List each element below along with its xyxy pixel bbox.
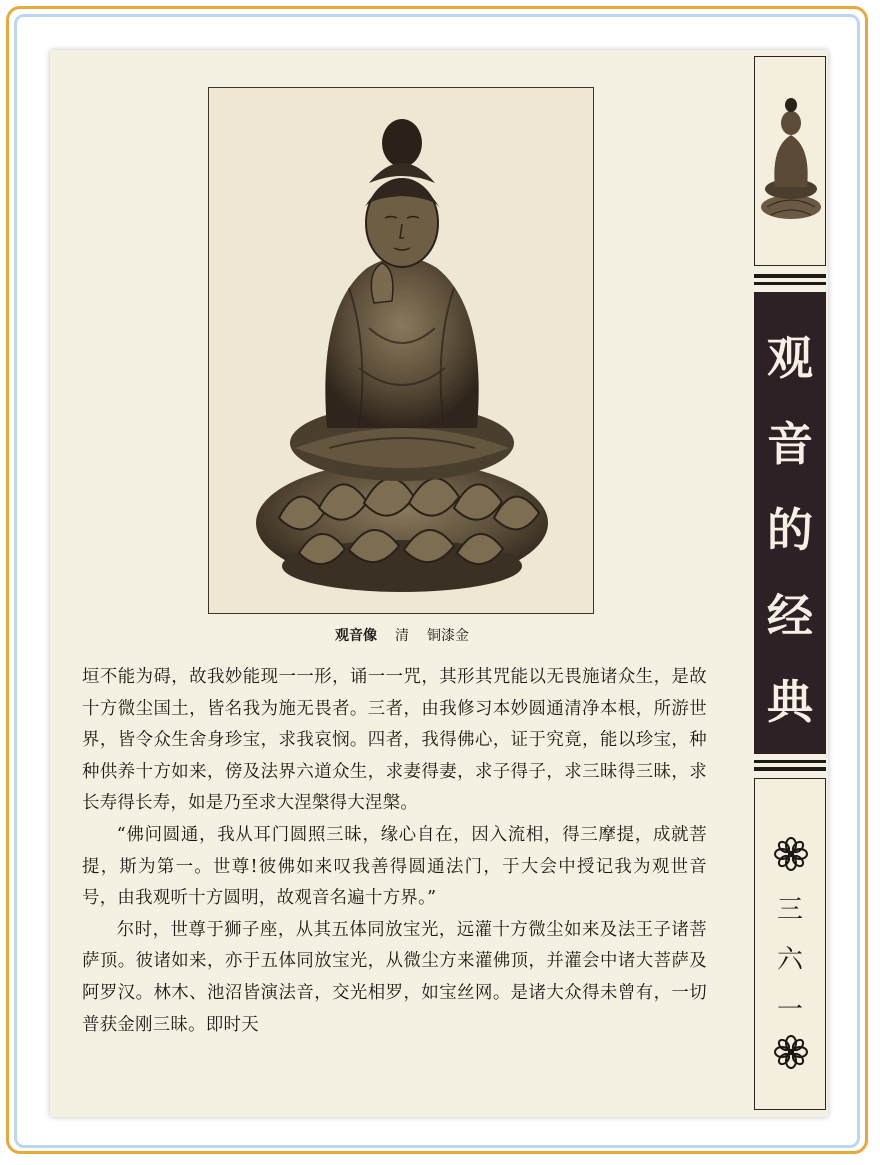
title-char: 音 — [767, 417, 813, 471]
divider-rule — [754, 760, 826, 763]
title-char: 的 — [767, 503, 813, 557]
book-title-panel — [754, 292, 826, 754]
title-char: 典 — [767, 675, 813, 729]
side-panel — [750, 50, 828, 1117]
figure-caption — [50, 625, 754, 645]
paragraph: 垣不能为碍，故我妙能现一一形，诵一一咒，其形其咒能以无畏施诸众生，是故十方微尘国土，皆名我为施无畏者。三者，由我修习本妙圆通清净本根，所游世界，皆令众生舍身珍宝，求我哀悯。四者，我得佛心，证于究竟，能以珍宝，种种供养十方如来，傍及法界六道众生，求妻得妻，求子得子，求三昧得三昧，求长寿得长寿，如是乃至求大涅槃得大涅槃。 — [82, 667, 707, 814]
title-char: 经 — [767, 589, 813, 643]
page-number-char: 六 — [776, 945, 803, 975]
divider-rule — [754, 274, 826, 278]
flower-icon — [774, 1035, 808, 1069]
divider-rule — [754, 767, 826, 771]
book-page — [50, 50, 828, 1117]
paragraph: 尔时，世尊于狮子座，从其五体同放宝光，远灌十方微尘如来及法王子诸菩萨顶。彼诸如来，亦于五体同放宝光，从微尘方来灌佛顶，并灌会中诸大菩萨及阿罗汉。林木、池沼皆演法音，交光相罗，如宝丝网。是诸大众得未曾有，一切普获金刚三昧。即时天 — [82, 919, 707, 1035]
statue-illustration — [209, 88, 594, 614]
page-number-char: 一 — [776, 995, 803, 1025]
divider-rule — [754, 282, 826, 285]
small-statue-icon — [755, 57, 825, 265]
title-char: 观 — [767, 331, 813, 385]
statue-photo — [208, 87, 594, 614]
caption-title: 观音像 — [335, 628, 377, 644]
page-number-panel — [754, 778, 826, 1110]
caption-dynasty: 清 — [395, 628, 409, 644]
page-number-char: 三 — [776, 895, 803, 925]
flower-icon — [774, 837, 808, 871]
side-thumbnail — [754, 56, 826, 266]
caption-material: 铜漆金 — [427, 628, 469, 644]
body-text — [82, 662, 707, 1041]
paragraph: “佛问圆通，我从耳门圆照三昧，缘心自在，因入流相，得三摩提，成就菩提，斯为第一。世尊!彼佛如来叹我善得圆通法门，于大会中授记我为观世音号，由我观听十方圆明，故观音名遍十方界。” — [82, 824, 707, 909]
